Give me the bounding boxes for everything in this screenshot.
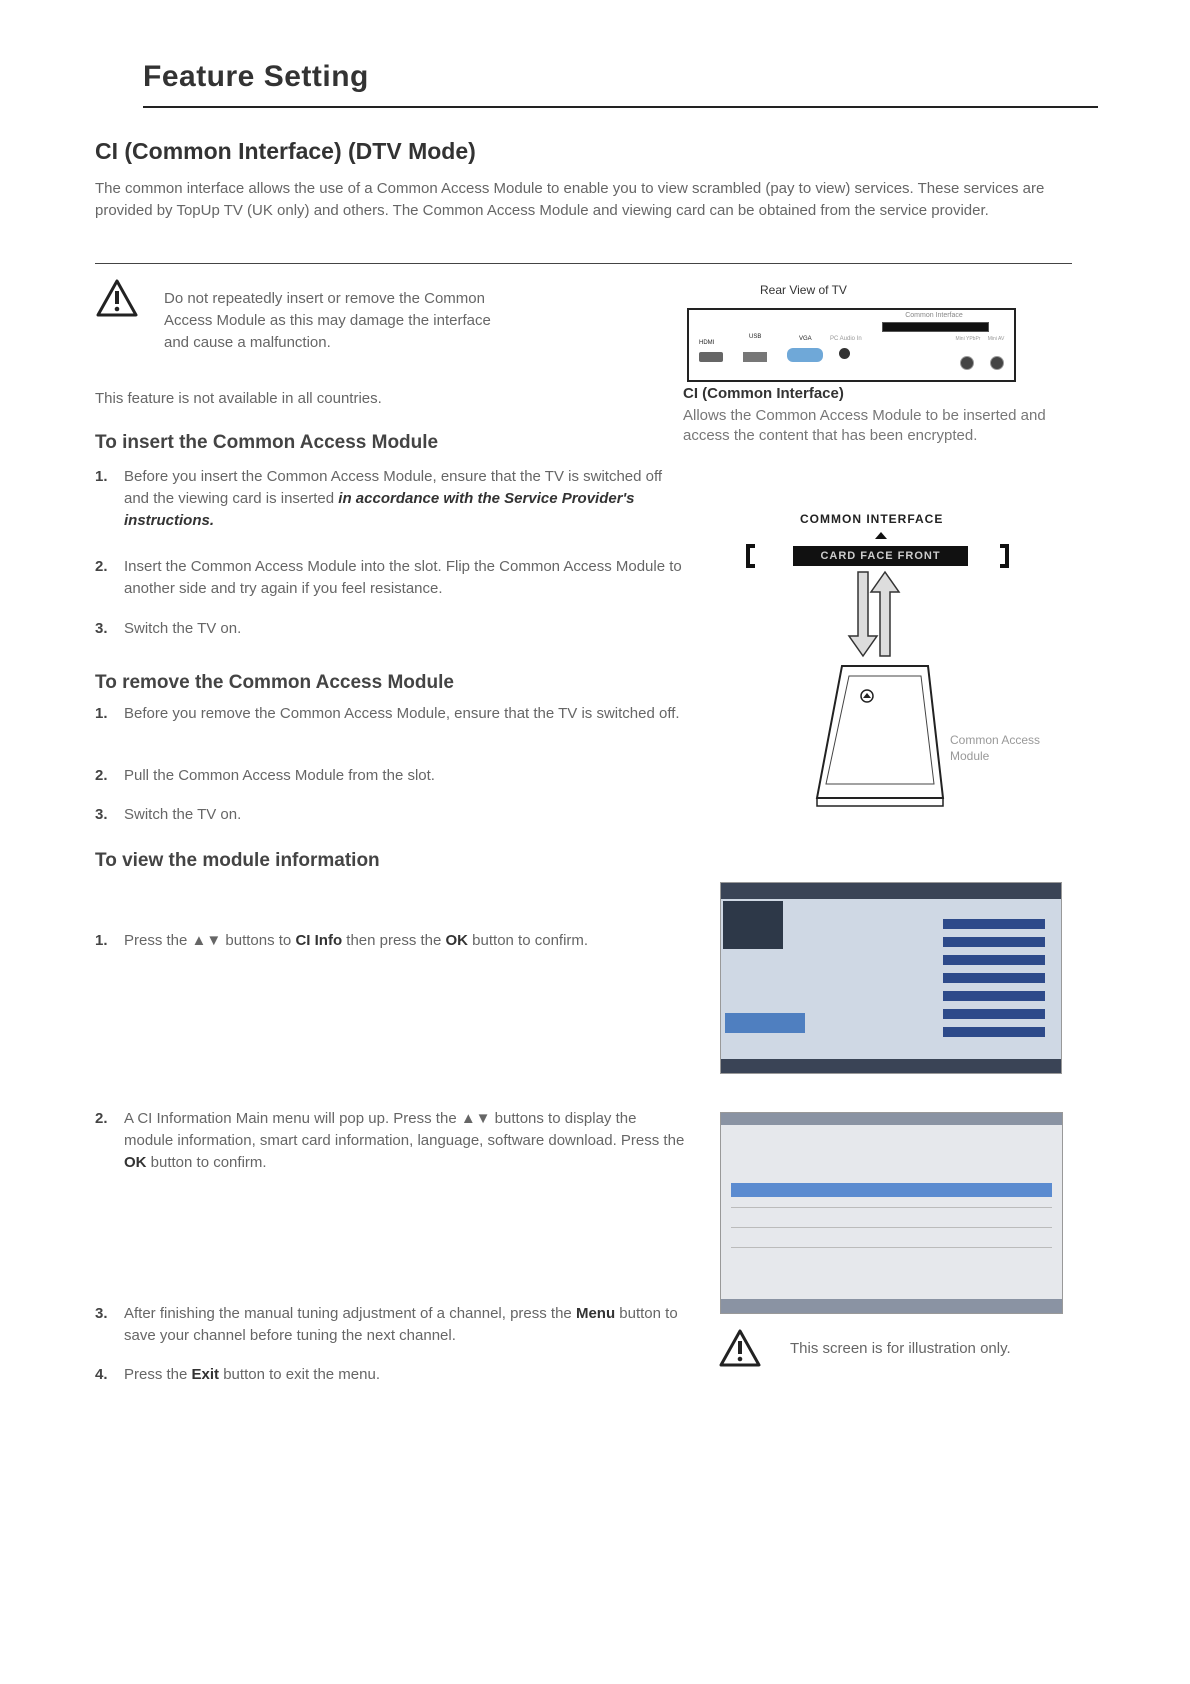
illustration-note: This screen is for illustration only.: [790, 1340, 1011, 1357]
step-number: 3.: [95, 620, 108, 637]
usb-label: USB: [749, 334, 762, 340]
audio-jack-icon: [839, 348, 850, 359]
insert-step-3: [95, 618, 685, 640]
menu-thumbnail: [723, 901, 783, 949]
step-number: 2.: [95, 558, 108, 575]
step-text: Pull the Common Access Module from the slot.: [124, 767, 435, 784]
step-number: 1.: [95, 468, 108, 485]
ci-slot-label: Common Interface: [905, 312, 963, 319]
step-number: 2.: [95, 767, 108, 784]
step-text: button to confirm.: [146, 1154, 267, 1171]
availability-note: This feature is not available in all countries.: [95, 390, 382, 407]
step-text: button to exit the menu.: [219, 1366, 380, 1383]
step-text: then press the: [342, 932, 446, 949]
menu-value-bar: [943, 955, 1045, 965]
step-text: Before you remove the Common Access Module, ensure that the TV is switched off.: [124, 705, 680, 722]
ok-button-label: OK: [124, 1154, 147, 1171]
hdmi-label: HDMI: [699, 340, 715, 346]
page-title: Feature Setting: [143, 60, 369, 93]
view-step-1: [95, 930, 685, 952]
remove-step-2: [95, 765, 685, 787]
info-selected-row: [731, 1183, 1052, 1197]
menu-value-bar: [943, 1027, 1045, 1037]
ci-info-label: CI Info: [295, 932, 343, 949]
step-text: Switch the TV on.: [124, 806, 242, 823]
ci-caption-text: Allows the Common Access Module to be inserted and access the content that has been encrypted.: [683, 407, 1046, 444]
mini-av-jack-icon: [990, 356, 1004, 370]
view-step-4: [95, 1364, 685, 1386]
ci-slot: [882, 322, 989, 332]
exit-button-label: Exit: [191, 1366, 220, 1383]
step-number: 1.: [95, 705, 108, 722]
menu-value-bar: [943, 991, 1045, 1001]
insert-step-1: [95, 466, 685, 532]
step-emphasis: in accordance with the Service Provider's instructions.: [124, 490, 635, 529]
warning-icon: [718, 1328, 762, 1368]
card-slot-label: CARD FACE FRONT: [820, 550, 941, 562]
step-number: 3.: [95, 1305, 108, 1322]
remove-step-1: [95, 703, 685, 725]
ci-diagram-header: COMMON INTERFACE: [800, 512, 944, 526]
ci-insertion-diagram: [745, 528, 1015, 808]
view-step-3: [95, 1303, 685, 1347]
step-number: 4.: [95, 1366, 108, 1383]
info-header-bar: [721, 1113, 1062, 1125]
menu-value-bar: [943, 1009, 1045, 1019]
vga-label: VGA: [799, 336, 812, 342]
tv-rear-panel: [687, 308, 1016, 382]
step-text: Press the: [124, 1366, 192, 1383]
rear-view-label: Rear View of TV: [760, 283, 847, 297]
ci-info-menu-screenshot: [720, 882, 1062, 1074]
usb-port-icon: [743, 352, 767, 362]
step-number: 2.: [95, 1110, 108, 1127]
step-text: Insert the Common Access Module into the slot. Flip the Common Access Module to another side and try again if you feel resistance.: [124, 558, 682, 597]
remove-heading: To remove the Common Access Module: [95, 672, 454, 693]
menu-value-bar: [943, 973, 1045, 983]
warning-icon: [95, 278, 139, 318]
remove-step-3: [95, 804, 685, 826]
menu-button-label: Menu: [575, 1305, 616, 1322]
title-divider: [143, 106, 1098, 108]
view-step-2: [95, 1108, 685, 1174]
section-title: CI (Common Interface) (DTV Mode): [95, 138, 476, 164]
menu-value-bar: [943, 937, 1045, 947]
menu-footer-bar: [721, 1059, 1061, 1073]
step-text: Before you insert the Common Access Module, ensure that the TV is switched off and the viewing card is inserted: [124, 468, 663, 507]
view-heading: To view the module information: [95, 850, 380, 871]
step-text: After finishing the manual tuning adjustment of a channel, press the: [124, 1305, 576, 1322]
warning-text: Do not repeatedly insert or remove the Common Access Module as this may damage the interface and cause a malfunction.: [164, 290, 491, 351]
mini-av-label: Mini AV: [987, 336, 1005, 342]
step-number: 3.: [95, 806, 108, 823]
insert-step-2: [95, 556, 685, 600]
step-text: Switch the TV on.: [124, 620, 242, 637]
ok-button-label: OK: [445, 932, 469, 949]
insert-heading: To insert the Common Access Module: [95, 432, 439, 453]
step-text: Press the ▲▼ buttons to: [124, 932, 296, 949]
info-footer-bar: [721, 1299, 1062, 1313]
row-divider: [731, 1207, 1052, 1208]
pc-audio-label: PC Audio In: [830, 336, 862, 342]
menu-header-bar: [721, 883, 1061, 899]
mini-ypbpr-jack-icon: [960, 356, 974, 370]
cam-label: Common Access Module: [950, 733, 1041, 763]
row-divider: [731, 1247, 1052, 1248]
menu-value-bar: [943, 919, 1045, 929]
ci-caption-title: CI (Common Interface): [683, 385, 844, 402]
hdmi-port-icon: [699, 352, 723, 362]
step-text: button to save your channel before tuning the next channel.: [124, 1305, 678, 1344]
ci-information-screenshot: [720, 1112, 1063, 1314]
section-divider: [95, 263, 1072, 264]
intro-paragraph: The common interface allows the use of a Common Access Module to enable you to view scrambled (pay to view) services. These services are provided by TopUp TV (UK only) and others. The Common Access Module and viewing card can be obtained from the service provider.: [95, 180, 1045, 219]
menu-selected-item: [725, 1013, 805, 1033]
row-divider: [731, 1227, 1052, 1228]
step-text: A CI Information Main menu will pop up. Press the ▲▼ buttons to display the module information, smart card information, language, software download. Press the: [124, 1110, 685, 1149]
vga-port-icon: [787, 348, 823, 362]
mini-ypbpr-label: Mini YPbPr: [955, 336, 981, 342]
step-text: button to confirm.: [468, 932, 589, 949]
step-number: 1.: [95, 932, 108, 949]
